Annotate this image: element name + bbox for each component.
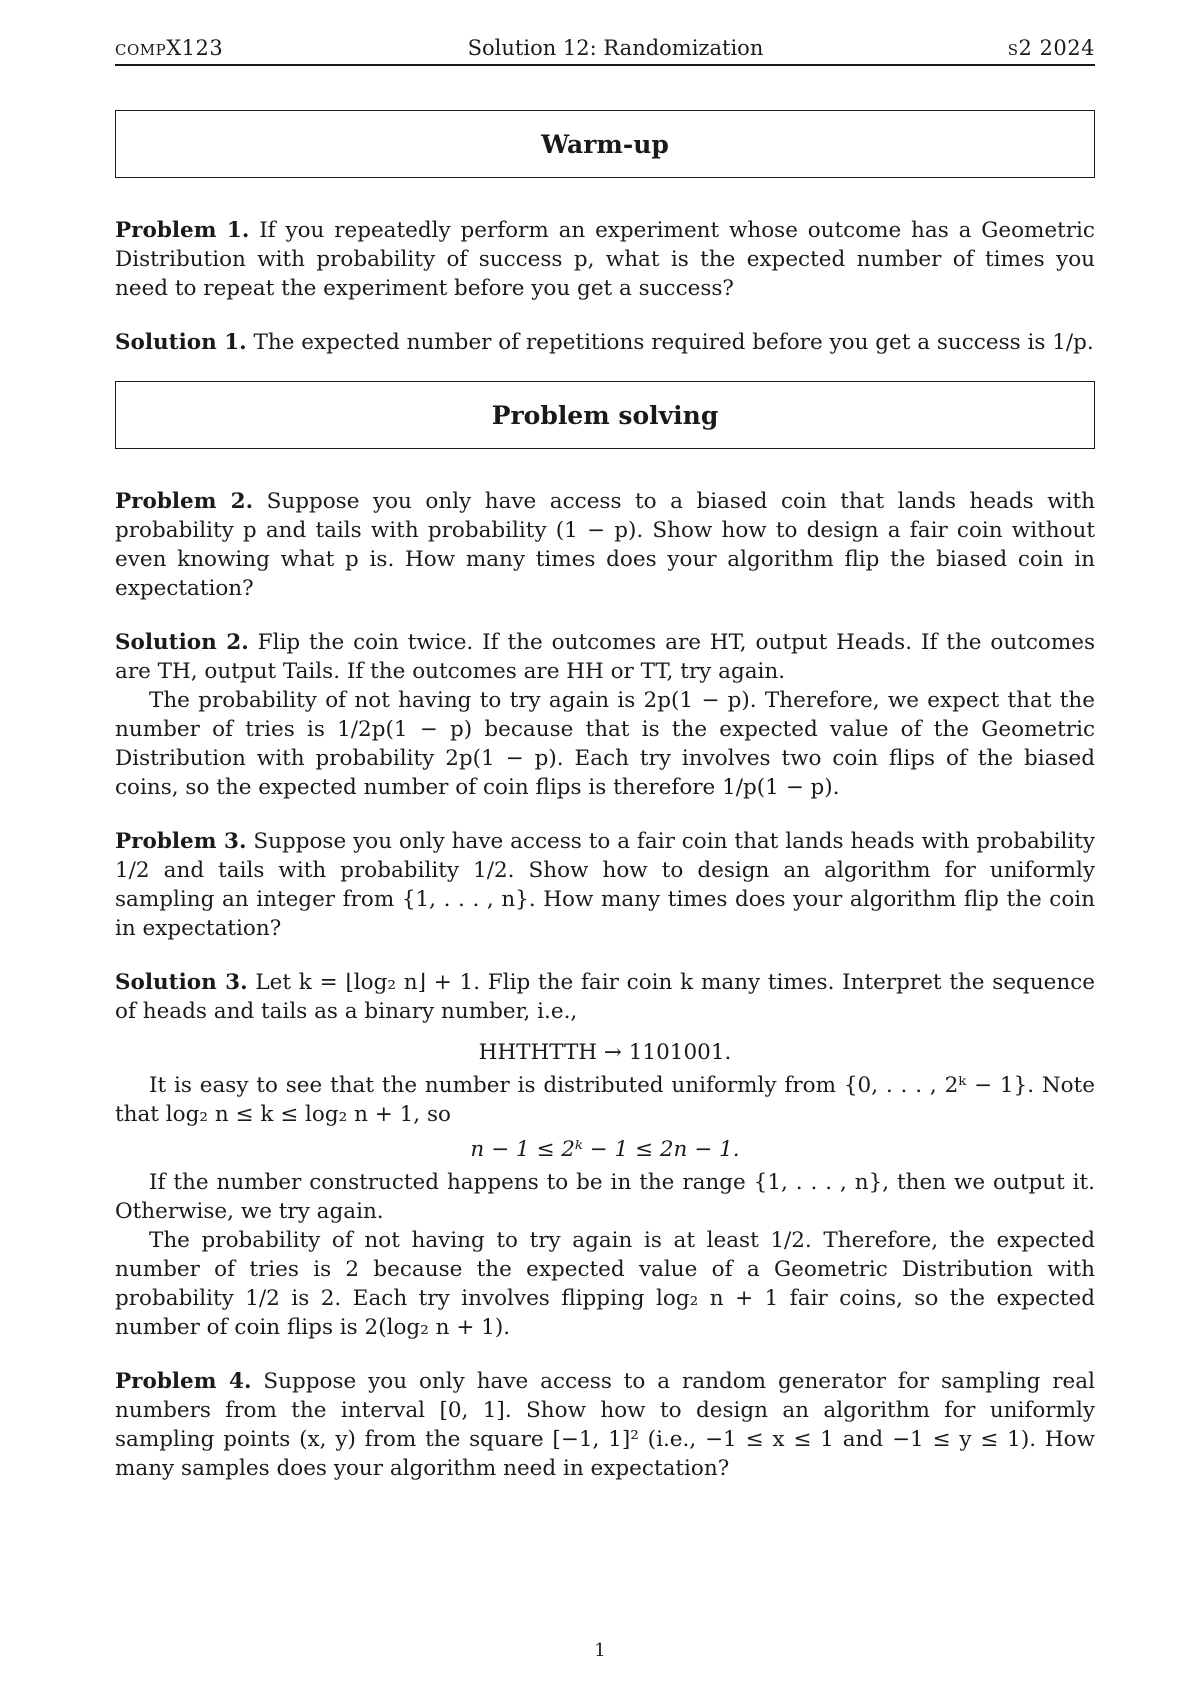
section-problem-solving-title: Problem solving	[491, 400, 719, 430]
problem-3-label: Problem 3.	[115, 829, 247, 854]
running-head	[115, 36, 1095, 66]
problem-1-label: Problem 1.	[115, 218, 250, 243]
solution-3-paragraph-2	[115, 1071, 1095, 1129]
problem-4-label: Problem 4.	[115, 1369, 252, 1394]
solution-3	[115, 968, 1095, 1026]
problem-4	[115, 1367, 1095, 1483]
solution-3-paragraph-3	[115, 1168, 1095, 1226]
solution-3-text-3: If the number constructed happens to be in the range {1, . . . , n}, then we output it. Otherwise, we try again.	[115, 1170, 1095, 1224]
solution-1	[115, 328, 1095, 357]
solution-1-label: Solution 1.	[115, 330, 247, 355]
solution-3-display-2: n − 1 ≤ 2ᵏ − 1 ≤ 2n − 1.	[470, 1137, 740, 1162]
solution-2-text-2: The probability of not having to try again is 2p(1 − p). Therefore, we expect that the number of tries is 1/2p(1 − p) because that is the expected value of the Geometric Distribution with probability 2p(1 − p). Each try involves two coin flips of the biased coins, so the expected number of coin flips is therefore 1/p(1 − p).	[115, 688, 1095, 800]
problem-2	[115, 487, 1095, 603]
solution-3-paragraph-4	[115, 1226, 1095, 1342]
solution-3-display-1: HHTHTTH → 1101001.	[478, 1040, 732, 1065]
course-code: compX123	[115, 36, 224, 60]
problem-2-text: Suppose you only have access to a biased coin that lands heads with probability p and tails with probability (1 − p). Show how to design a fair coin without even knowing what p is. How many times does your algorithm flip the biased coin in expectation?	[115, 489, 1095, 601]
solution-3-text-2: It is easy to see that the number is distributed uniformly from {0, . . . , 2ᵏ − 1}. Note that log₂ n ≤ k ≤ log₂ n + 1, so	[115, 1073, 1095, 1127]
problem-1-text: If you repeatedly perform an experiment whose outcome has a Geometric Distribution with probability of success p, what is the expected number of times you need to repeat the experiment before you get a success?	[115, 218, 1095, 301]
solution-2-text-1: Flip the coin twice. If the outcomes are HT, output Heads. If the outcomes are TH, output Tails. If the outcomes are HH or TT, try again.	[115, 630, 1095, 684]
section-warmup-title: Warm-up	[541, 129, 669, 159]
problem-1	[115, 216, 1095, 303]
section-warmup	[115, 110, 1095, 178]
problem-4-text: Suppose you only have access to a random generator for sampling real numbers from the interval [0, 1]. Show how to design an algorithm for uniformly sampling points (x, y) from the square [−1, 1]² (i.e., −1 ≤ x ≤ 1 and −1 ≤ y ≤ 1). How many samples does your algorithm need in expectation?	[115, 1369, 1095, 1481]
solution-2	[115, 628, 1095, 686]
document-title: Solution 12: Randomization	[467, 36, 764, 60]
problem-3-text: Suppose you only have access to a fair coin that lands heads with probability 1/2 and tails with probability 1/2. Show how to design an algorithm for uniformly sampling an integer from {1, . . . , n}. How many times does your algorithm flip the coin in expectation?	[115, 829, 1095, 941]
section-problem-solving	[115, 381, 1095, 449]
solution-3-label: Solution 3.	[115, 970, 248, 995]
page	[115, 36, 1095, 1483]
solution-2-paragraph-2	[115, 686, 1095, 802]
problem-2-label: Problem 2.	[115, 489, 254, 514]
problem-3	[115, 827, 1095, 943]
solution-3-text-4: The probability of not having to try again is at least 1/2. Therefore, the expected number of tries is 2 because the expected value of a Geometric Distribution with probability 1/2 is 2. Each try involves flipping log₂ n + 1 fair coins, so the expected number of coin flips is 2(log₂ n + 1).	[115, 1228, 1095, 1340]
page-number: 1	[594, 1640, 606, 1661]
term: s2 2024	[1007, 36, 1095, 60]
solution-3-text-1: Let k = ⌊log₂ n⌋ + 1. Flip the fair coin k many times. Interpret the sequence of heads and tails as a binary number, i.e.,	[115, 970, 1096, 1024]
solution-2-label: Solution 2.	[115, 630, 249, 655]
solution-1-text: The expected number of repetitions required before you get a success is 1/p.	[253, 330, 1094, 355]
